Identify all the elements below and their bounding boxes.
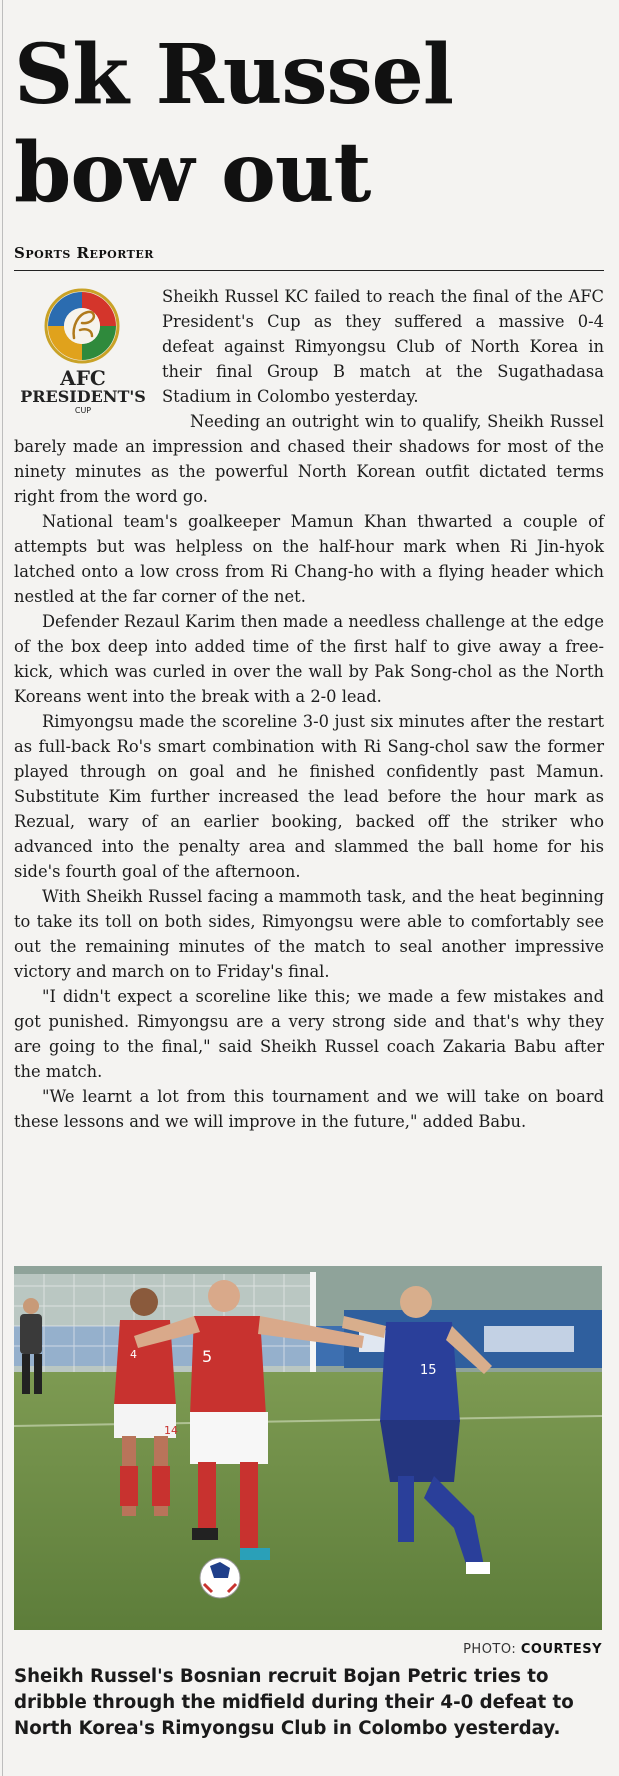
shorts-number-14: 14 <box>164 1424 178 1437</box>
photo-credit <box>14 1642 602 1657</box>
logo-spacer <box>14 284 162 428</box>
football-icon <box>200 1558 240 1598</box>
headline-line-2: bow out <box>14 125 371 221</box>
photo-credit-value: COURTESY <box>520 1642 602 1657</box>
paragraph-8: "We learnt a lot from this tournament and we will take on board these lessons and we will improve in the future," added Babu. <box>14 1087 604 1131</box>
paragraph-5: Rimyongsu made the scoreline 3-0 just six minutes after the restart as full-back Ro's smart combination with Ri Sang-chol saw the former played through on goal and he finished confidently past Mamun. Substitute Kim further increased the lead before the hour mark as Rezual, wary of an earlier booking, backed off the striker who advanced into the penalty area and slammed the ball home for his side's fourth goal of the afternoon. <box>14 712 604 881</box>
paragraph-6: With Sheikh Russel facing a mammoth task, and the heat beginning to take its toll on both sides, Rimyongsu were able to comfortably see out the remaining minutes of the match to seal another impressive victory and march on to Friday's final. <box>14 887 604 981</box>
paragraph-7: "I didn't expect a scoreline like this; we made a few mistakes and got punished. Rimyongsu are a very strong side and that's why they are going to the final," said Sheikh Russel coach Zakaria Babu after the match. <box>14 987 604 1081</box>
paragraph-2: Needing an outright win to qualify, Sheikh Russel barely made an impression and chased their shadows for most of the ninety minutes as the powerful North Korean outfit dictated terms right from the word go. <box>14 412 604 506</box>
photo-credit-label: PHOTO: <box>463 1642 517 1657</box>
column-rule <box>2 0 3 1776</box>
byline: Sports Reporter <box>14 244 154 262</box>
photo-caption: Sheikh Russel's Bosnian recruit Bojan Petric tries to dribble through the midfield during their 4-0 defeat to North Korea's Rimyongsu Club in Colombo yesterday. <box>14 1666 574 1739</box>
match-photo <box>14 1266 602 1630</box>
jersey-number-5: 5 <box>202 1347 213 1366</box>
logo-afc-text: AFC <box>60 366 106 390</box>
paragraph-1: Sheikh Russel KC failed to reach the final of the AFC President's Cup as they suffered a massive 0-4 defeat against Rimyongsu Club of North Korea in their final Group B match at the Sugathadasa Stadium in Colombo yesterday. <box>162 287 604 406</box>
logo-presidents-text: PRESIDENT'S <box>20 387 146 406</box>
jersey-number-4: 4 <box>130 1348 137 1361</box>
football-match-photo-illustration <box>14 1266 602 1630</box>
headline-line-1: Sk Russel <box>14 27 453 123</box>
paragraph-3: National team's goalkeeper Mamun Khan thwarted a couple of attempts but was helpless on the half-hour mark when Ri Jin-hyok latched onto a low cross from Ri Chang-ho with a flying header which nestled at the far corner of the net. <box>14 512 604 606</box>
article-body <box>14 284 604 1134</box>
jersey-number-15: 15 <box>420 1363 437 1378</box>
byline-divider <box>14 270 604 271</box>
headline <box>14 26 604 222</box>
logo-cup-text: CUP <box>74 406 92 415</box>
paragraph-4: Defender Rezaul Karim then made a needless challenge at the edge of the box deep into added time of the first half to give away a free-kick, which was curled in over the wall by Pak Song-chol as the North Koreans went into the break with a 2-0 lead. <box>14 612 604 706</box>
